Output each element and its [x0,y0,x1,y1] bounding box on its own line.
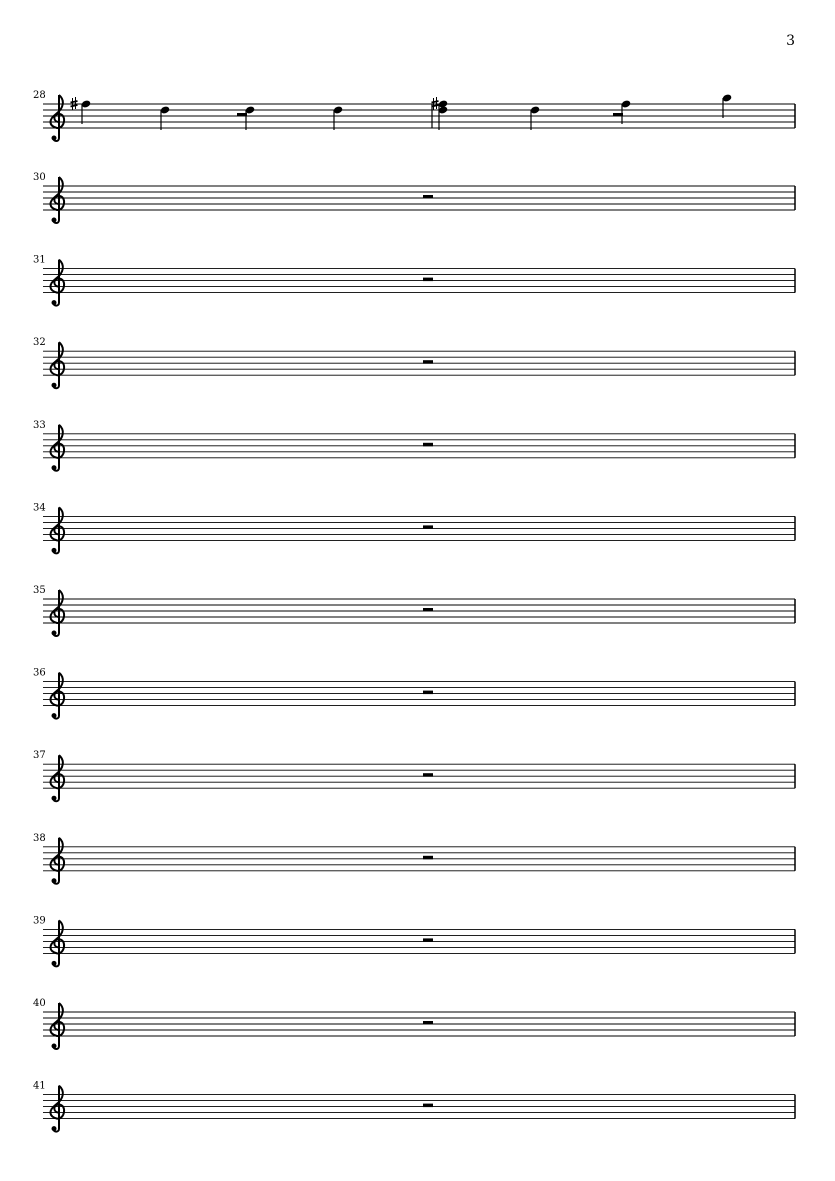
measure-number: 34 [33,502,46,514]
staff-system [33,1081,795,1132]
treble-clef-icon [50,177,64,223]
treble-clef-stroke [50,1086,64,1132]
whole-rest-icon [423,938,433,942]
staff-system [33,833,795,884]
whole-rest-icon [423,1104,433,1108]
treble-clef-dot [52,961,57,966]
treble-clef-stroke [50,425,64,471]
treble-clef-icon [50,673,64,719]
treble-clef-stroke [50,920,64,966]
treble-clef-icon [50,590,64,636]
whole-rest-icon [423,856,433,860]
treble-clef-dot [52,383,57,388]
measure-number: 39 [33,915,46,927]
staff-system [33,668,795,719]
treble-clef-stroke [50,673,64,719]
treble-clef-dot [52,218,57,223]
treble-clef-stroke [50,95,64,141]
treble-clef-icon [50,755,64,801]
measure-number: 38 [33,832,46,844]
staff-system [33,998,795,1049]
treble-clef-dot [52,631,57,636]
treble-clef-stroke [50,838,64,884]
treble-clef-stroke [50,755,64,801]
staff-system [33,585,795,636]
treble-clef-stroke [50,1003,64,1049]
measure-number: 30 [33,172,46,183]
staff-system [33,90,795,141]
staff-system [33,750,795,801]
staff-system [33,337,795,388]
sharp-stroke [71,101,78,103]
measure-number: 36 [33,667,46,679]
treble-clef-dot [52,1126,57,1131]
measure-number: 37 [33,750,46,762]
treble-clef-dot [52,796,57,801]
treble-clef-dot [52,1044,57,1049]
treble-clef-icon [50,342,64,388]
whole-rest-icon [423,278,433,282]
treble-clef-stroke [50,507,64,553]
treble-clef-icon [50,507,64,553]
treble-clef-icon [50,838,64,884]
treble-clef-icon [50,1003,64,1049]
measure-number: 33 [33,419,46,431]
whole-rest-icon [423,195,433,199]
page-number: 3 [786,33,795,49]
whole-rest-icon [423,1021,433,1025]
treble-clef-dot [52,713,57,718]
treble-clef-dot [52,878,57,883]
whole-rest-icon [423,608,433,612]
sharp-stroke [71,105,78,107]
treble-clef-dot [52,465,57,470]
sharp-stroke [432,101,439,103]
treble-clef-stroke [50,590,64,636]
measure-number: 32 [33,337,46,349]
measure-number: 41 [33,1080,46,1092]
sharp-icon [71,97,78,110]
treble-clef-stroke [50,177,64,223]
whole-rest-icon [423,360,433,364]
staff-system [33,255,795,306]
whole-rest-icon [423,773,433,777]
whole-rest-icon [423,525,433,529]
treble-clef-icon [50,1086,64,1132]
staff-system [33,420,795,471]
treble-clef-icon [50,95,64,141]
measure-number: 28 [33,90,46,101]
whole-rest-icon [423,691,433,695]
treble-clef-stroke [50,342,64,388]
treble-clef-icon [50,920,64,966]
treble-clef-stroke [50,260,64,306]
measure-number: 31 [33,254,46,266]
whole-rest-icon [423,443,433,447]
treble-clef-icon [50,260,64,306]
staff-system [33,172,795,223]
measure-number: 40 [33,998,46,1009]
staff-system [33,502,795,553]
treble-clef-icon [50,425,64,471]
treble-clef-dot [52,300,57,305]
treble-clef-dot [52,136,57,141]
treble-clef-dot [52,548,57,553]
measure-number: 35 [33,585,46,596]
staff-system [33,915,795,966]
